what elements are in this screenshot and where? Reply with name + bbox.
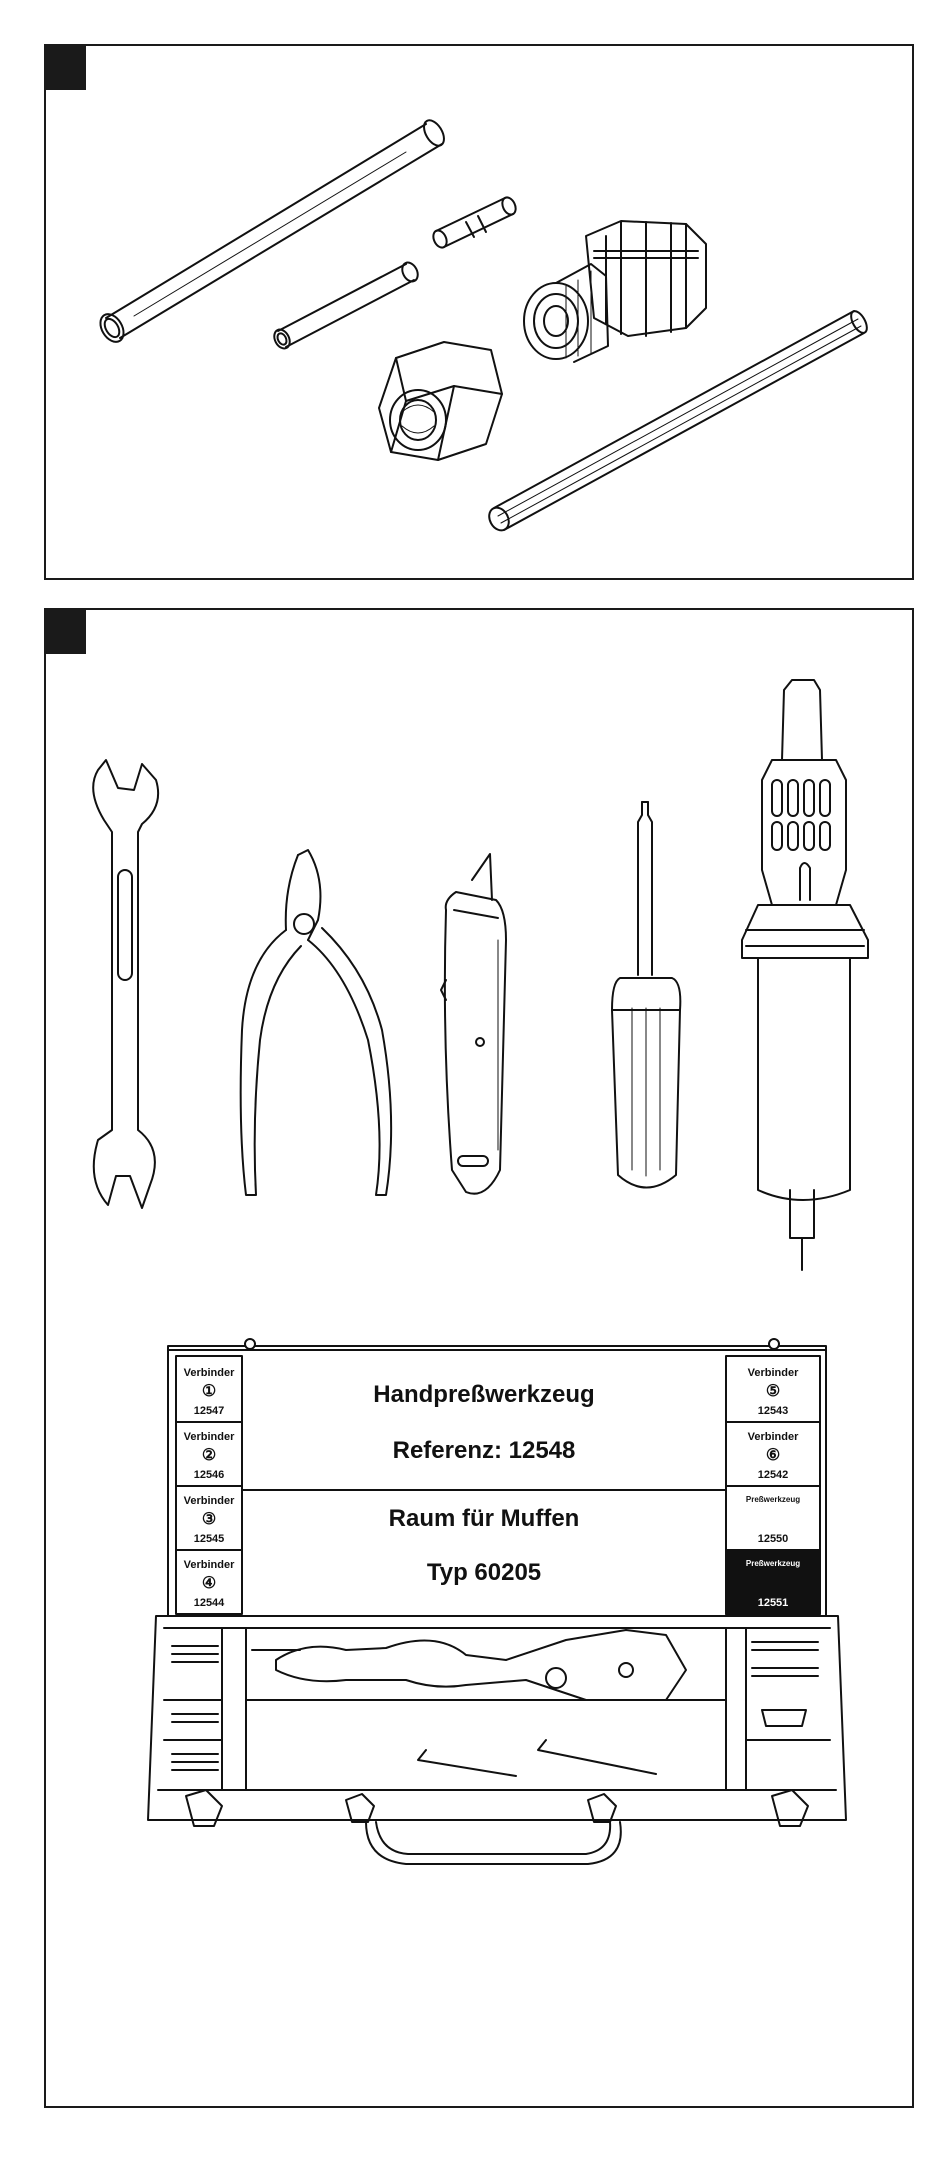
svg-text:Verbinder: Verbinder xyxy=(183,1367,235,1379)
svg-text:③: ③ xyxy=(201,1511,217,1528)
hex-nut-icon xyxy=(379,342,502,460)
side-cutter-icon xyxy=(241,850,391,1195)
svg-text:Preßwerkzeug: Preßwerkzeug xyxy=(745,1559,801,1568)
svg-text:Verbinder: Verbinder xyxy=(747,1367,799,1379)
screwdriver-icon xyxy=(612,802,680,1188)
svg-text:Preßwerkzeug: Preßwerkzeug xyxy=(745,1495,801,1504)
svg-text:12546: 12546 xyxy=(193,1469,225,1481)
svg-text:①: ① xyxy=(201,1383,217,1400)
svg-text:②: ② xyxy=(201,1447,217,1464)
svg-text:12550: 12550 xyxy=(757,1533,789,1545)
right-slot-6 xyxy=(748,1431,799,1481)
svg-text:⑤: ⑤ xyxy=(765,1383,781,1400)
case-sleeve-type: Typ 60205 xyxy=(426,1559,542,1586)
case-reference: Referenz: 12548 xyxy=(392,1437,576,1464)
tools-panel xyxy=(44,608,914,2108)
svg-text:12547: 12547 xyxy=(193,1405,225,1417)
right-slot-5 xyxy=(748,1367,799,1417)
right-slot-7 xyxy=(746,1495,800,1545)
svg-text:④: ④ xyxy=(201,1575,217,1592)
sleeve-tube-icon xyxy=(271,260,421,351)
left-slot-4 xyxy=(184,1559,235,1609)
case-sleeve-space: Raum für Muffen xyxy=(388,1505,580,1532)
cable-gland-icon xyxy=(524,221,706,362)
small-sleeve-icon xyxy=(431,195,518,249)
parts-panel xyxy=(44,44,914,580)
svg-text:12542: 12542 xyxy=(757,1469,789,1481)
tools-illustration xyxy=(46,610,912,2106)
utility-knife-icon xyxy=(441,854,506,1194)
svg-text:Verbinder: Verbinder xyxy=(747,1431,799,1443)
parts-illustration xyxy=(46,46,912,578)
open-end-wrench-icon xyxy=(93,760,158,1208)
tool-case xyxy=(148,1339,846,1864)
svg-text:12543: 12543 xyxy=(757,1405,789,1417)
svg-text:12551: 12551 xyxy=(757,1597,789,1609)
svg-text:Verbinder: Verbinder xyxy=(183,1559,235,1571)
left-slot-1 xyxy=(184,1367,235,1417)
svg-text:Verbinder: Verbinder xyxy=(183,1495,235,1507)
svg-text:12545: 12545 xyxy=(193,1533,225,1545)
svg-text:⑥: ⑥ xyxy=(765,1447,781,1464)
svg-text:Verbinder: Verbinder xyxy=(183,1431,235,1443)
heat-gun-icon xyxy=(742,680,868,1270)
left-slot-3 xyxy=(184,1495,235,1545)
case-title: Handpreßwerkzeug xyxy=(373,1381,595,1408)
left-slot-2 xyxy=(184,1431,235,1481)
svg-text:12544: 12544 xyxy=(193,1597,225,1609)
transparent-tube-icon xyxy=(96,117,448,346)
